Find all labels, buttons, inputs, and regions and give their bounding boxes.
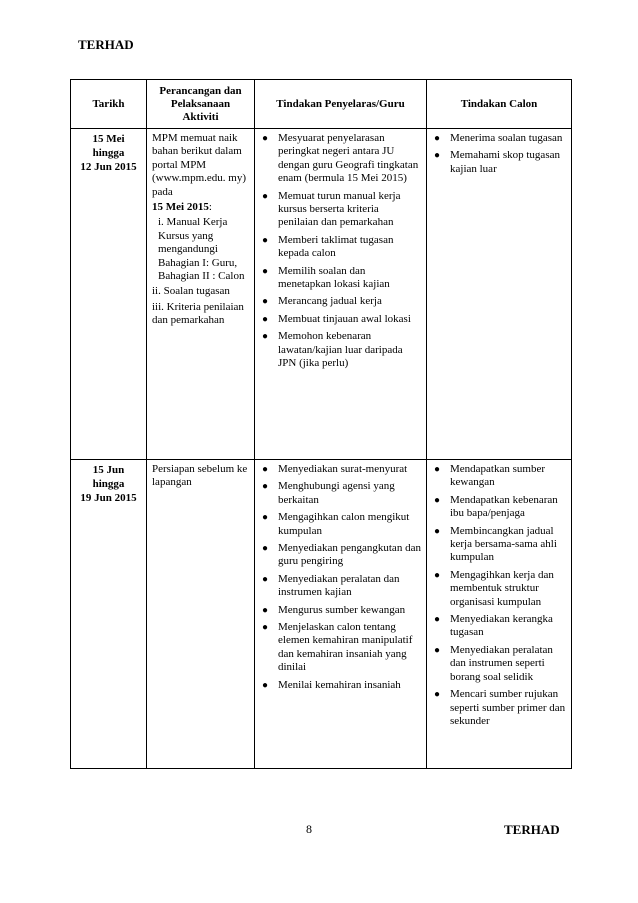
plan-item: i. Manual Kerja Kursus yang mengandungi Bahagian I: Guru, Bahagian II : Calon <box>158 216 245 283</box>
header-candidate-action: Tindakan Calon <box>427 80 572 129</box>
date-cell <box>71 129 147 460</box>
bullet-icon: ● <box>434 644 441 656</box>
list-item <box>432 525 566 565</box>
bullet-icon: ● <box>434 150 441 162</box>
header-classification-label: TERHAD <box>78 37 134 52</box>
list-item <box>260 542 421 569</box>
list-item <box>260 621 421 675</box>
bullet-icon: ● <box>262 296 269 308</box>
coordinator-list <box>260 132 421 371</box>
table-row <box>71 129 572 460</box>
list-item <box>260 295 421 308</box>
list-item <box>260 313 421 326</box>
list-item <box>432 149 566 176</box>
date-line: 12 Jun 2015 <box>80 161 137 173</box>
bullet-icon: ● <box>262 622 269 634</box>
plan-item: ii. Soalan tugasan <box>152 285 230 298</box>
bullet-icon: ● <box>434 614 441 626</box>
coordinator-cell <box>255 460 427 769</box>
list-item <box>432 494 566 521</box>
table-row <box>71 460 572 769</box>
header-plan: Perancangan dan Pelaksanaan Aktiviti <box>147 80 255 129</box>
table-header-row <box>71 80 572 129</box>
bullet-icon: ● <box>262 543 269 555</box>
plan-date <box>152 201 249 214</box>
bullet-icon: ● <box>262 604 269 616</box>
bullet-icon: ● <box>262 190 269 202</box>
list-item-text: Menyediakan pengangkutan dan guru pengiring <box>278 542 421 568</box>
date-cell <box>71 460 147 769</box>
list-item-text: Membincangkan jadual kerja bersama-sama ahli kumpulan <box>450 524 557 564</box>
list-item-text: Merancang jadual kerja <box>278 295 382 308</box>
footer-classification-label: TERHAD <box>504 822 560 837</box>
date-line: 15 Jun <box>92 464 125 476</box>
date-line: hingga <box>92 478 125 490</box>
list-item-text: Menghubungi agensi yang berkaitan <box>278 480 395 506</box>
candidate-cell <box>427 460 572 769</box>
bullet-icon: ● <box>262 679 269 691</box>
list-item <box>432 132 566 145</box>
list-item-text: Menjelaskan calon tentang elemen kemahiran manipulatif dan kemahiran insaniah yang dinilai <box>278 621 413 674</box>
bullet-icon: ● <box>262 512 269 524</box>
bullet-icon: ● <box>262 234 269 246</box>
bullet-icon: ● <box>262 573 269 585</box>
list-item <box>260 573 421 600</box>
list-item <box>432 644 566 684</box>
candidate-list <box>432 463 566 728</box>
list-item-text: Mendapatkan sumber kewangan <box>450 463 545 489</box>
list-item-text: Menyediakan surat-menyurat <box>278 463 408 475</box>
list-item <box>260 330 421 370</box>
list-item <box>260 511 421 538</box>
plan-item: iii. Kriteria penilaian dan pemarkahan <box>152 300 244 327</box>
list-item <box>260 463 421 476</box>
list-item-text: Memohon kebenaran lawatan/kajian luar daripada JPN (jika perlu) <box>278 330 403 370</box>
header-coordinator-action: Tindakan Penyelaras/Guru <box>255 80 427 129</box>
list-item-text: Mengagihkan calon mengikut kumpulan <box>278 511 410 537</box>
bullet-icon: ● <box>434 133 441 144</box>
plan-date-bold: 15 Mei 2015 <box>152 201 209 214</box>
candidate-cell <box>427 129 572 460</box>
list-item-text: Menyediakan peralatan dan instrumen kajian <box>278 572 400 599</box>
bullet-icon: ● <box>434 525 441 537</box>
list-item <box>260 265 421 292</box>
list-item <box>260 480 421 507</box>
list-item-text: Menilai kemahiran insaniah <box>278 678 401 691</box>
list-item <box>260 190 421 230</box>
list-item <box>260 679 421 692</box>
list-item-text: Mencari sumber rujukan seperti sumber primer dan sekunder <box>450 688 566 727</box>
date-line: hingga <box>92 147 125 159</box>
list-item-text: Menyediakan peralatan dan instrumen seperti borang soal selidik <box>450 643 553 683</box>
list-item <box>260 604 421 617</box>
bullet-icon: ● <box>262 265 269 277</box>
plan-text: Persiapan sebelum ke lapangan <box>152 463 248 489</box>
bullet-icon: ● <box>262 331 269 343</box>
coordinator-list <box>260 463 421 692</box>
coordinator-cell <box>255 129 427 460</box>
bullet-icon: ● <box>434 569 441 581</box>
bullet-icon: ● <box>262 464 269 475</box>
list-item <box>260 234 421 261</box>
list-item-text: Mesyuarat penyelarasan peringkat negeri antara JU dengan guru Geografi tingkatan enam (bermula 15 Mei 2015) <box>278 132 419 185</box>
list-item-text: Mengurus sumber kewangan <box>278 603 406 616</box>
bullet-icon: ● <box>434 689 441 701</box>
list-item-text: Mengagihkan kerja dan membentuk struktur organisasi kumpulan <box>450 568 554 608</box>
bullet-icon: ● <box>262 313 269 325</box>
list-item <box>432 688 566 728</box>
list-item-text: Menerima soalan tugasan <box>450 132 563 144</box>
list-item-text: Membuat tinjauan awal lokasi <box>278 312 411 325</box>
plan-cell <box>147 129 255 460</box>
list-item <box>260 132 421 186</box>
bullet-icon: ● <box>262 133 269 144</box>
bullet-icon: ● <box>434 464 441 475</box>
list-item <box>432 463 566 490</box>
list-item-text: Mendapatkan kebenaran ibu bapa/penjaga <box>450 493 558 520</box>
bullet-icon: ● <box>262 481 269 493</box>
list-item-text: Memahami skop tugasan kajian luar <box>450 149 560 175</box>
list-item-text: Memberi taklimat tugasan kepada calon <box>278 233 394 260</box>
list-item-text: Memuat turun manual kerja kursus berserta kriteria penilaian dan pemarkahan <box>278 189 401 229</box>
activity-plan-table <box>70 79 572 769</box>
plan-cell <box>147 460 255 769</box>
date-line: 19 Jun 2015 <box>80 492 137 504</box>
bullet-icon: ● <box>434 494 441 506</box>
list-item <box>432 569 566 609</box>
candidate-list <box>432 132 566 176</box>
page-number: 8 <box>306 822 312 836</box>
list-item <box>432 613 566 640</box>
date-line: 15 Mei <box>92 133 125 145</box>
plan-intro: MPM memuat naik bahan berikut dalam portal MPM (www.mpm.edu. my) pada <box>152 132 246 198</box>
plan-date-suffix: : <box>208 201 212 214</box>
list-item-text: Memilih soalan dan menetapkan lokasi kajian <box>278 264 390 291</box>
header-date: Tarikh <box>71 80 147 129</box>
list-item-text: Menyediakan kerangka tugasan <box>450 613 553 639</box>
